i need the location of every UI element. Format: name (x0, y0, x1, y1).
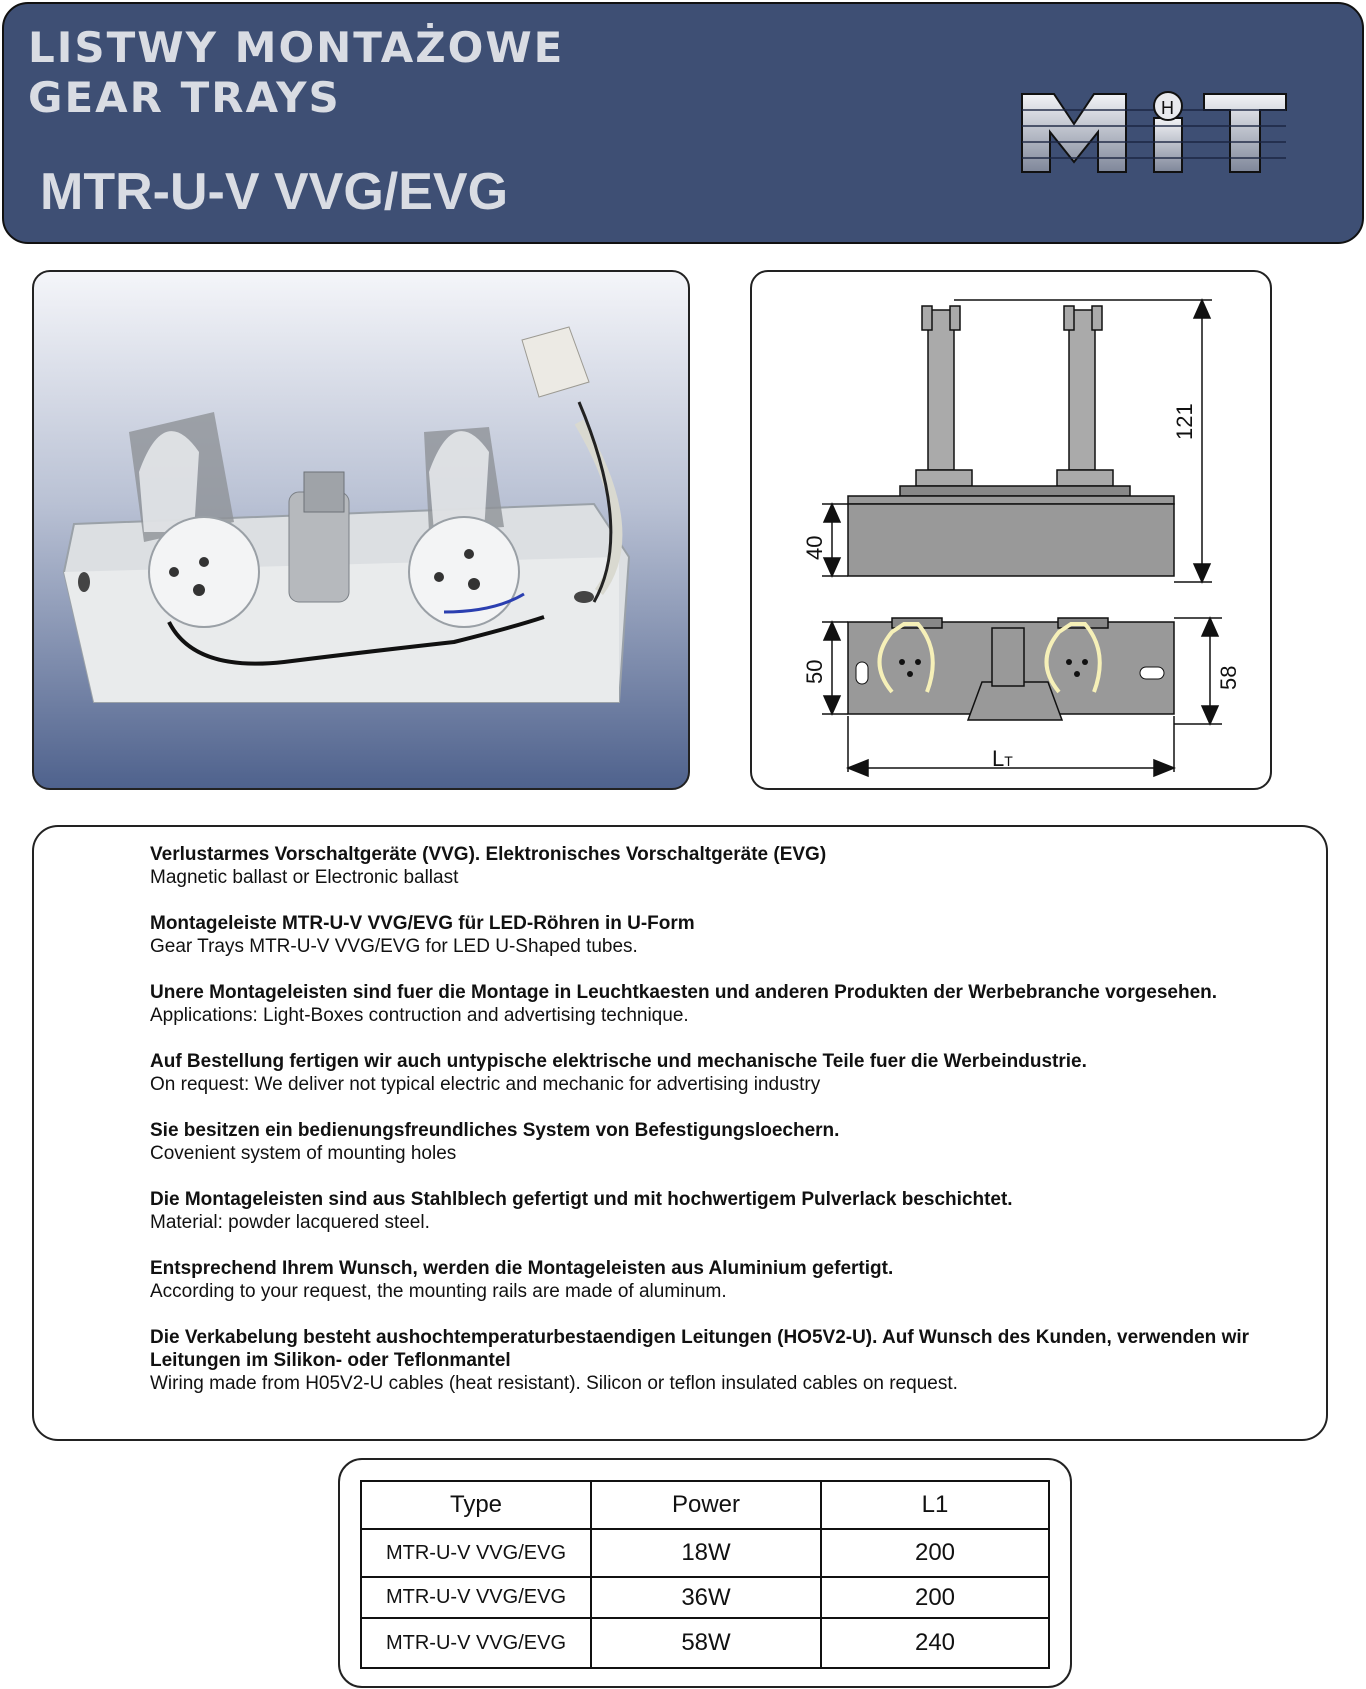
spec-table (360, 1480, 1050, 1669)
table-header-row (361, 1481, 1049, 1529)
description-item (150, 1050, 1300, 1096)
description-item (150, 981, 1300, 1027)
spec-table-panel (338, 1458, 1072, 1688)
title-polish: LISTWY MONTAŻOWE (28, 23, 565, 72)
table-row (361, 1529, 1049, 1577)
table-row (361, 1618, 1049, 1668)
description-list (150, 843, 1300, 1418)
description-german: Montageleiste MTR-U-V VVG/EVG für LED-Röhren in U-Form (150, 913, 695, 934)
description-english: Gear Trays MTR-U-V VVG/EVG for LED U-Shaped tubes. (150, 936, 638, 957)
cell-l1: 200 (821, 1529, 1049, 1577)
dim-121-label: 121 (1172, 403, 1197, 440)
table-row (361, 1577, 1049, 1618)
product-photo (32, 270, 690, 790)
description-english: Covenient system of mounting holes (150, 1143, 457, 1164)
description-german: Entsprechend Ihrem Wunsch, werden die Montageleisten aus Aluminium gefertigt. (150, 1258, 894, 1279)
description-english: On request: We deliver not typical electric and mechanic for advertising industry (150, 1074, 821, 1095)
description-item (150, 1188, 1300, 1234)
cell-power: 18W (591, 1529, 821, 1577)
title-english: GEAR TRAYS (28, 73, 341, 122)
description-item (150, 1326, 1300, 1395)
description-item (150, 1119, 1300, 1165)
description-english: Magnetic ballast or Electronic ballast (150, 867, 459, 888)
description-item (150, 912, 1300, 958)
dim-length-subscript: T (1004, 753, 1013, 769)
description-german: Die Verkabelung besteht aushochtemperaturbestaendigen Leitungen (HO5V2-U). Auf Wunsch des Kunden, verwenden wir Leitungen im Silikon- oder Teflonmantel (150, 1327, 1250, 1371)
cell-l1: 240 (821, 1618, 1049, 1668)
svg-text:LT (992, 746, 1013, 771)
svg-text:H: H (1161, 98, 1174, 118)
technical-drawing (750, 270, 1272, 790)
description-item (150, 843, 1300, 889)
description-panel (32, 825, 1328, 1441)
description-english: According to your request, the mounting rails are made of aluminum. (150, 1281, 727, 1302)
cell-power: 36W (591, 1577, 821, 1618)
cell-type: MTR-U-V VVG/EVG (361, 1618, 591, 1668)
description-german: Unere Montageleisten sind fuer die Montage in Leuchtkaesten und anderen Produkten der Werbebranche vorgesehen. (150, 982, 1218, 1003)
dim-58-label: 58 (1216, 665, 1241, 690)
description-german: Sie besitzen ein bedienungsfreundliches System von Befestigungsloechern. (150, 1120, 840, 1141)
cell-power: 58W (591, 1618, 821, 1668)
description-english: Applications: Light-Boxes contruction and advertising technique. (150, 1005, 689, 1026)
mit-logo (1014, 84, 1294, 174)
description-german: Die Montageleisten sind aus Stahlblech gefertigt und mit hochwertigem Pulverlack beschichtet. (150, 1189, 1013, 1210)
dim-40-label: 40 (802, 535, 827, 560)
cell-type: MTR-U-V VVG/EVG (361, 1529, 591, 1577)
description-german: Verlustarmes Vorschaltgeräte (VVG). Elektronisches Vorschaltgeräte (EVG) (150, 844, 827, 865)
dim-50-label: 50 (802, 659, 827, 684)
dim-length-label: L (992, 746, 1005, 771)
gear-tray-photo (34, 272, 688, 788)
dimension-drawing (752, 272, 1270, 788)
column-header-l1: L1 (821, 1481, 1049, 1529)
description-item (150, 1257, 1300, 1303)
description-german: Auf Bestellung fertigen wir auch untypische elektrische und mechanische Teile fuer die Werbeindustrie. (150, 1051, 1087, 1072)
cell-l1: 200 (821, 1577, 1049, 1618)
column-header-power: Power (591, 1481, 821, 1529)
header-banner (2, 2, 1364, 244)
column-header-type: Type (361, 1481, 591, 1529)
model-title: MTR-U-V VVG/EVG (40, 163, 509, 221)
description-english: Wiring made from H05V2-U cables (heat resistant). Silicon or teflon insulated cables on request. (150, 1373, 958, 1394)
description-english: Material: powder lacquered steel. (150, 1212, 430, 1233)
cell-type: MTR-U-V VVG/EVG (361, 1577, 591, 1618)
